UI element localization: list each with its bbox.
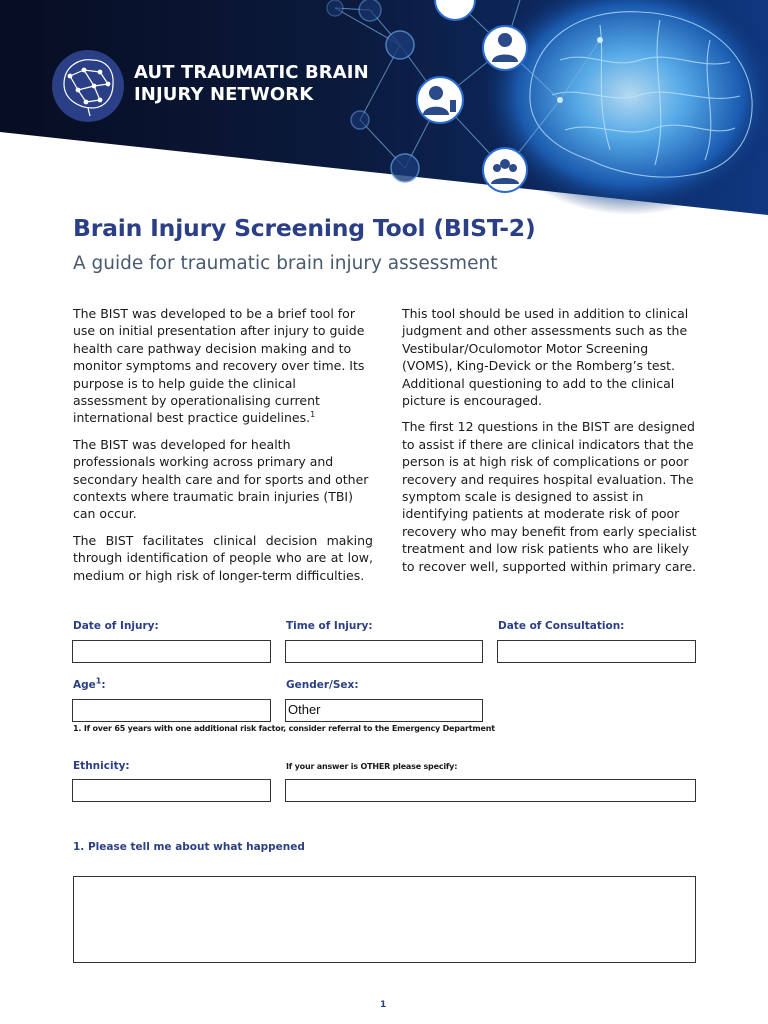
ethnicity-field[interactable] [72, 779, 271, 802]
gender-label: Gender/Sex: [286, 679, 359, 691]
header-banner [0, 0, 768, 215]
page-title: Brain Injury Screening Tool (BIST-2) [73, 214, 536, 242]
other-specify-field[interactable] [285, 779, 696, 802]
intro-paragraph: The BIST was developed for health professionals working across primary and secondary health care and for sports and other contexts where traumatic brain injuries (TBI) can occur. [73, 436, 369, 522]
question-1-answer-field[interactable] [73, 876, 696, 963]
age-field[interactable] [72, 699, 271, 722]
intro-paragraph: The BIST facilitates clinical decision making through identification of people who are at low, medium or high risk of longer-term difficulties. [73, 532, 373, 583]
date-of-injury-label: Date of Injury: [73, 620, 159, 632]
footnote-text: If over 65 years with one additional risk factor, consider referral to the Emergency Department [83, 724, 495, 733]
footnote-reference: 1 [95, 676, 102, 686]
intro-paragraph: This tool should be used in addition to clinical judgment and other assessments such as the Vestibular/Oculomotor Motor Screening (VOMS), King-Devick or the Romberg’s test. Additional questioning to add to the clinical picture is encouraged. [402, 306, 689, 409]
gender-value: Other [288, 702, 321, 717]
age-label-colon: : [101, 679, 106, 691]
intro-paragraph-text: The BIST was developed to be a brief tool for use on initial presentation after injury to guide health care pathway decision making and to monitor symptoms and recovery over time. Its purpose is to help guide the clinical assessment by operationalising current international best practice guidelines. [73, 306, 365, 426]
date-of-consultation-label: Date of Consultation: [498, 620, 625, 632]
date-of-injury-field[interactable] [72, 640, 271, 663]
time-of-injury-field[interactable] [285, 640, 483, 663]
intro-paragraph [73, 305, 373, 427]
organization-name [134, 62, 369, 106]
intro-paragraph: The first 12 questions in the BIST are designed to assist if there are clinical indicators that the person is at high risk of complications or poor recovery and requires hospital evaluation. The symptom scale is designed to assist in identifying patients at moderate risk of poor recovery who may benefit from early specialist treatment and low risk patients who are likely to recover well, supported within primary care. [402, 419, 697, 574]
age-label [73, 676, 106, 691]
intro-right-column [402, 305, 700, 584]
footnote-reference: 1 [310, 410, 316, 420]
date-of-consultation-field[interactable] [497, 640, 696, 663]
ethnicity-label: Ethnicity: [73, 760, 130, 772]
time-of-injury-label: Time of Injury: [286, 620, 373, 632]
age-label-text: Age [73, 679, 96, 691]
organization-name-line1: AUT TRAUMATIC BRAIN [134, 62, 369, 83]
intro-left-column [73, 305, 373, 593]
brain-network-logo-icon [52, 50, 124, 122]
organization-name-line2: INJURY NETWORK [134, 84, 314, 105]
question-1-label: 1. Please tell me about what happened [73, 841, 305, 853]
footnote-number: 1. [73, 724, 82, 733]
header-background [0, 0, 768, 215]
age-footnote [73, 724, 495, 733]
gender-field[interactable] [285, 699, 483, 722]
page-number: 1 [380, 1000, 387, 1010]
page-subtitle: A guide for traumatic brain injury assessment [73, 253, 498, 274]
other-specify-label: If your answer is OTHER please specify: [286, 762, 458, 771]
